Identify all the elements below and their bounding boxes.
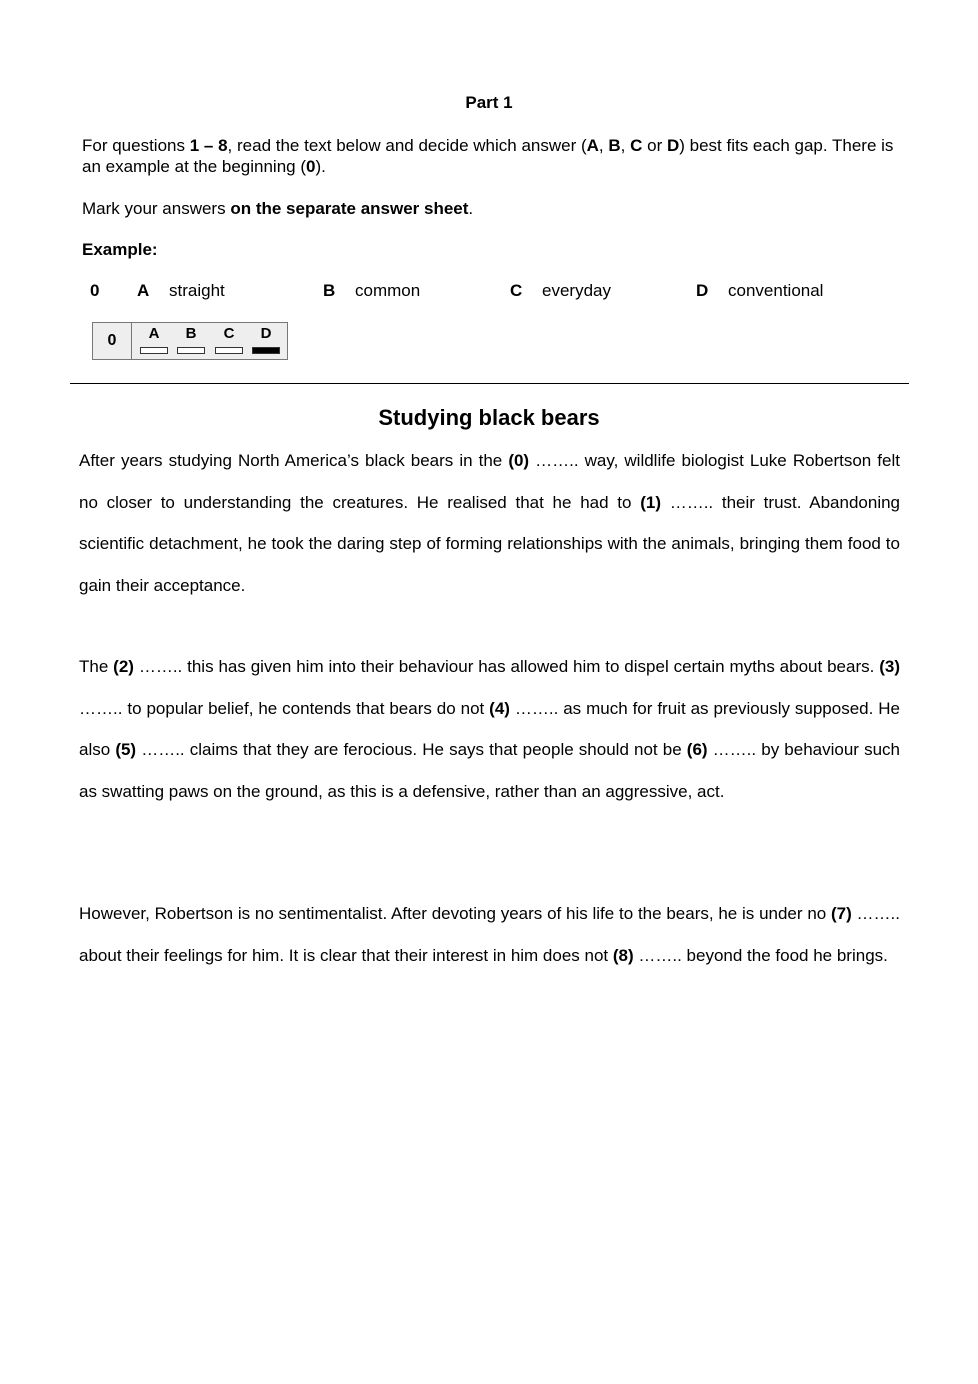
answer-mark-c	[215, 347, 243, 354]
text-run: …….. their trust. Abandoning scientific detachment, he took the daring step of forming relationships with the animals, bringing them food to gain their acceptance.	[79, 492, 901, 595]
text-run: ).	[315, 157, 326, 176]
part-title: Part 1	[465, 93, 513, 112]
text-run: After years studying North America’s black bears in the	[79, 451, 509, 470]
answer-cell-d	[250, 325, 282, 357]
paragraph-2	[79, 646, 900, 812]
bold-text-run: (1)	[640, 492, 661, 512]
bold-text-run: on the separate answer sheet	[230, 199, 469, 218]
text-run: ,	[620, 136, 631, 155]
text-run: …….. by behaviour such as swatting paws on the ground, as this is a defensive, rather than an aggressive, act.	[79, 740, 900, 801]
example-label: Example:	[82, 240, 158, 259]
text-run: ,	[598, 136, 609, 155]
bold-text-run: (8)	[612, 945, 634, 965]
answer-cell-letter: A	[148, 325, 160, 342]
example-number: 0	[90, 281, 100, 300]
option-word: straight	[169, 281, 225, 300]
option-letter: B	[323, 281, 336, 300]
text-run: ) best fits each gap. There is an example at the beginning (	[82, 136, 894, 176]
text-run: …….. about their feelings for him. It is clear that their interest in him does not	[79, 904, 900, 965]
text-title: Studying black bears	[378, 405, 600, 430]
text-run: Mark your answers	[82, 199, 231, 218]
bold-text-run: (7)	[831, 904, 852, 923]
answer-cell-c	[213, 325, 245, 357]
answer-cell-a	[138, 325, 170, 357]
answer-mark-d	[252, 347, 280, 354]
bold-text-run: (0)	[508, 451, 530, 470]
option-word: everyday	[542, 281, 611, 300]
example-answer-box	[92, 322, 288, 360]
bold-text-run: C	[630, 136, 643, 155]
text-run: …….. this has given him into their behaviour has allowed him to dispel certain myths about bears.	[133, 657, 880, 676]
text-run: However, Robertson is no sentimentalist. After devoting years of his life to the bears, he is under no	[79, 904, 831, 923]
text-run: The	[79, 657, 114, 676]
bold-text-run: (3)	[879, 657, 900, 676]
option-letter: A	[137, 281, 150, 300]
text-run: …….. beyond the food he brings.	[633, 945, 888, 965]
option-word: common	[355, 281, 421, 300]
bold-text-run: (5)	[115, 740, 137, 759]
text-run: or	[642, 136, 667, 155]
instructions-answer-sheet	[82, 198, 902, 219]
option-word: conventional	[728, 281, 824, 300]
bold-text-run: A	[586, 136, 599, 155]
section-divider	[70, 383, 909, 384]
answer-cell-letter: D	[260, 325, 272, 342]
bold-text-run: (6)	[686, 740, 708, 759]
bold-text-run: D	[666, 136, 680, 155]
text-run: , read the text below and decide which answer (	[227, 136, 587, 155]
bold-text-run: 1 – 8	[189, 136, 228, 155]
bold-text-run: 0	[306, 157, 316, 176]
paragraph-3	[79, 893, 900, 976]
option-letter: D	[696, 281, 709, 300]
text-run: …….. way, wildlife biologist Luke Robertson felt no closer to understanding the creatures. He realised that he had to	[79, 451, 900, 512]
answer-cell-letter: B	[185, 325, 197, 342]
bold-text-run: (2)	[113, 657, 134, 676]
text-run: …….. to popular belief, he contends that bears do not	[79, 698, 490, 718]
text-run: …….. claims that they are ferocious. He says that people should not be	[136, 740, 687, 759]
text-run: …….. as much for fruit as previously supposed. He also	[79, 698, 900, 759]
bold-text-run: B	[608, 136, 621, 155]
answer-cell-b	[175, 325, 207, 357]
text-run: .	[468, 199, 474, 218]
answer-box-number: 0	[93, 323, 132, 359]
example-options	[0, 281, 978, 303]
answer-mark-a	[140, 347, 168, 354]
answer-cell-letter: C	[223, 325, 235, 342]
bold-text-run: (4)	[489, 698, 510, 718]
text-run: For questions	[82, 136, 190, 155]
option-letter: C	[510, 281, 523, 300]
paragraph-1	[79, 440, 900, 606]
answer-mark-b	[177, 347, 205, 354]
instructions-questions	[82, 135, 902, 177]
